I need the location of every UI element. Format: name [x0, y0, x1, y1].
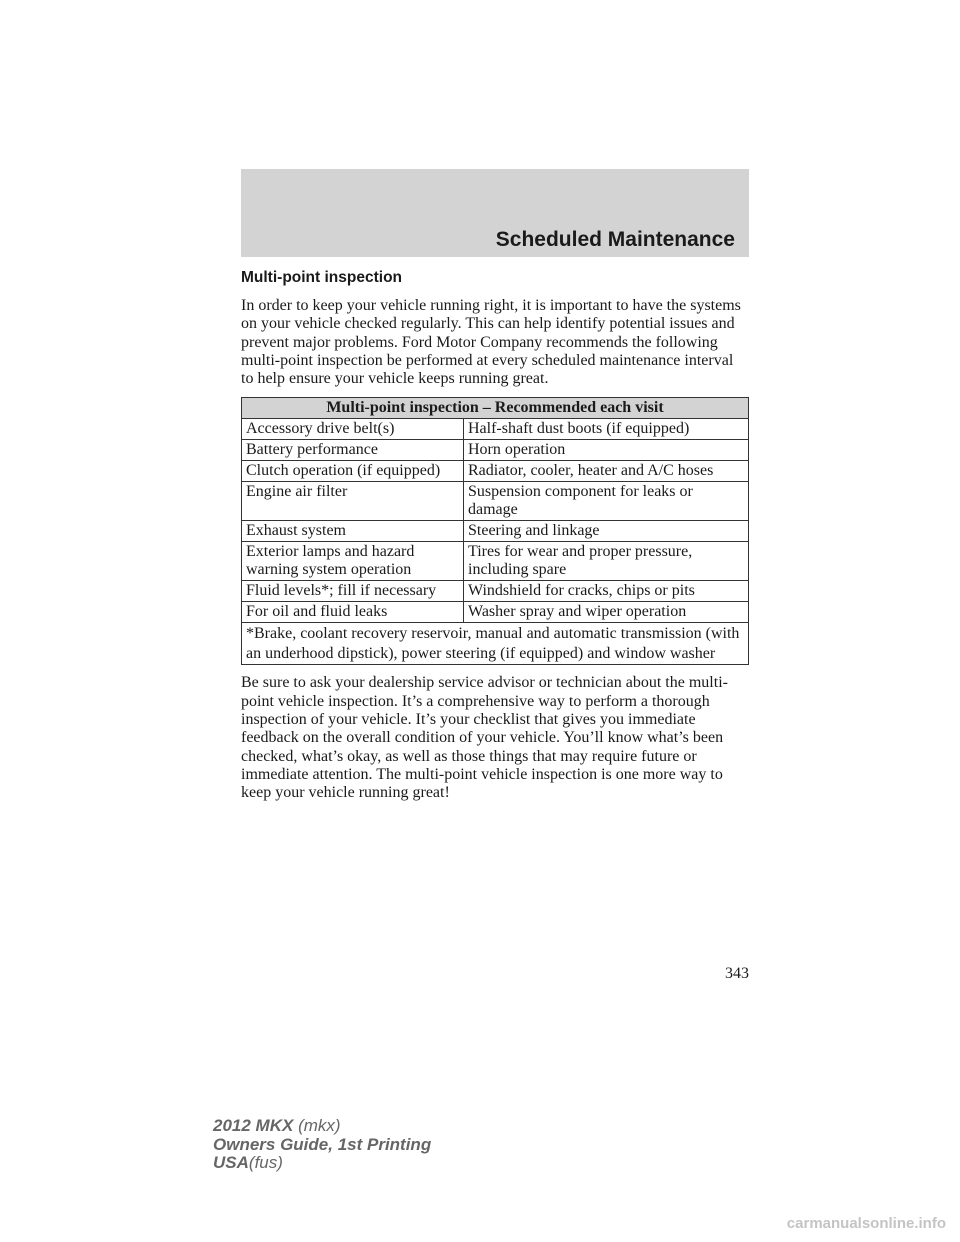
table-cell: Suspension component for leaks or damage — [464, 482, 749, 521]
footer-model-code: (mkx) — [298, 1116, 341, 1135]
section-header-title: Scheduled Maintenance — [495, 228, 735, 251]
table-row — [242, 542, 749, 581]
table-row — [242, 419, 749, 440]
closing-paragraph: Be sure to ask your dealership service advisor or technician about the multi-point vehicle inspection. It’s a comprehensive way to perform a thorough inspection of your vehicle. It’s your checklist that gives you immediate feedback on the overall condition of your vehicle. You’ll know what’s been checked, what’s okay, as well as those things that may require future or immediate attention. The multi-point vehicle inspection is one more way to keep your vehicle running great! — [241, 674, 728, 802]
table-row — [242, 521, 749, 542]
footer-guide: Owners Guide, 1st Printing — [213, 1134, 432, 1154]
table-cell: Fluid levels*; fill if necessary — [242, 581, 464, 602]
table-cell: Exhaust system — [242, 521, 464, 542]
inspection-table-body — [242, 419, 749, 623]
table-cell: For oil and fluid leaks — [242, 602, 464, 623]
section-title: Multi-point inspection — [241, 269, 403, 286]
inspection-footnote: *Brake, coolant recovery reservoir, manual and automatic transmission (with an underhood dipstick), power steering (if equipped) and window washer — [242, 623, 749, 665]
table-cell: Engine air filter — [242, 482, 464, 521]
table-cell: Half-shaft dust boots (if equipped) — [464, 419, 749, 440]
table-cell: Radiator, cooler, heater and A/C hoses — [464, 461, 749, 482]
table-cell: Washer spray and wiper operation — [464, 602, 749, 623]
document-footer — [213, 1117, 431, 1173]
table-cell: Clutch operation (if equipped) — [242, 461, 464, 482]
table-row — [242, 581, 749, 602]
table-row — [242, 602, 749, 623]
section-header-band — [241, 169, 749, 257]
table-cell: Horn operation — [464, 440, 749, 461]
footer-market-code: (fus) — [248, 1153, 283, 1172]
page-number: 343 — [725, 965, 749, 982]
watermark: carmanualsonline.info — [786, 1215, 946, 1232]
table-cell: Tires for wear and proper pressure, including spare — [464, 542, 749, 581]
table-row — [242, 440, 749, 461]
inspection-table — [241, 397, 749, 665]
table-cell: Battery performance — [242, 440, 464, 461]
table-row — [242, 461, 749, 482]
table-row — [242, 482, 749, 521]
intro-paragraph: In order to keep your vehicle running right, it is important to have the systems on your vehicle checked regularly. This can help identify potential issues and prevent major problems. Ford Motor Company recommends the following multi-point inspection be performed at every scheduled maintenance interval to help ensure your vehicle keeps running great. — [241, 297, 741, 388]
table-cell: Windshield for cracks, chips or pits — [464, 581, 749, 602]
footer-model: 2012 MKX — [213, 1116, 294, 1135]
table-cell: Exterior lamps and hazard warning system operation — [242, 542, 464, 581]
footer-market: USA — [213, 1153, 249, 1172]
page-content — [241, 268, 749, 812]
table-cell: Accessory drive belt(s) — [242, 419, 464, 440]
table-cell: Steering and linkage — [464, 521, 749, 542]
inspection-table-heading: Multi-point inspection – Recommended each visit — [242, 398, 749, 419]
